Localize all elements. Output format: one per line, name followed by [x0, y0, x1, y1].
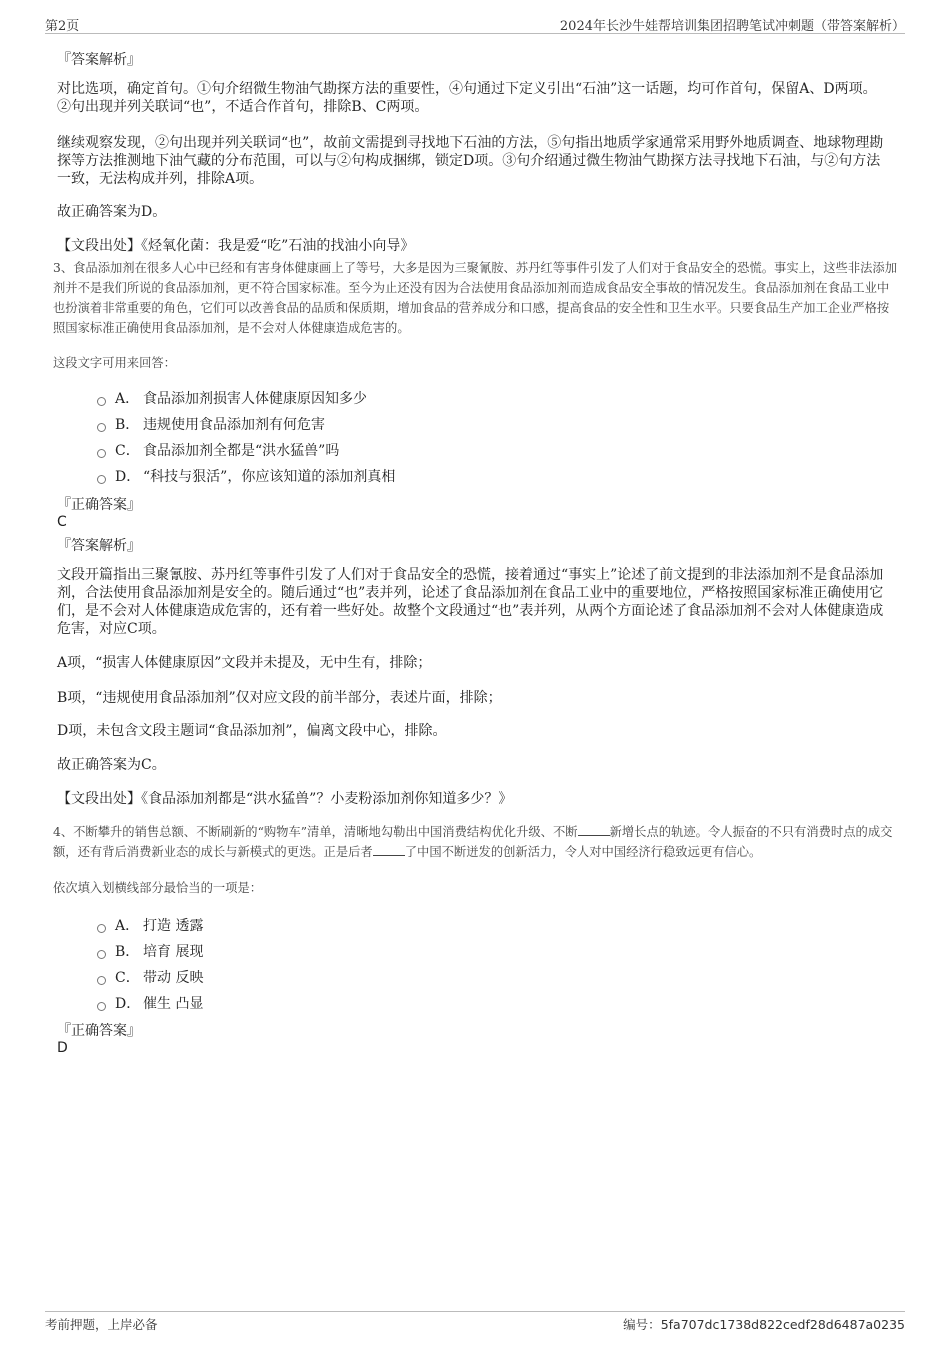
option-text: 食品添加剂全都是“洪水猛兽”吗 — [143, 443, 340, 459]
q3-option-c[interactable] — [97, 440, 339, 458]
q3-prompt: 这段文字可用来回答： — [53, 356, 176, 370]
q4-prompt: 依次填入划横线部分最恰当的一项是： — [53, 881, 263, 895]
q3-source: 【文段出处】《食品添加剂都是“洪水猛兽”？小麦粉添加剂你知道多少？》 — [57, 791, 513, 807]
option-text: “科技与狠活”，你应该知道的添加剂真相 — [143, 469, 396, 485]
document-title: 2024年长沙牛娃帮培训集团招聘笔试冲刺题（带答案解析） — [559, 19, 905, 34]
q3-conclusion: 故正确答案为C。 — [57, 757, 166, 773]
q4-stem-part2: 新增长点的轨迹。令人振奋的不只有消费时点的成交额，还有背后消费新业态的成长与新模式的更迭。正是后者 — [53, 825, 893, 859]
option-letter: B． — [115, 944, 140, 960]
option-text: 催生 凸显 — [143, 996, 204, 1012]
option-letter: D． — [115, 469, 141, 485]
q2-analysis-label: 『答案解析』 — [57, 52, 141, 68]
page-footer — [45, 1311, 905, 1332]
q3-option-d[interactable] — [97, 466, 395, 484]
radio-icon[interactable] — [97, 950, 106, 959]
q2-analysis-para2: 继续观察发现，②句出现并列关联词“也”，故前文需提到寻找地下石油的方法，⑤句指出地质学家通常采用野外地质调查、地球物理勘探等方法推测地下油气藏的分布范围，可以与②句构成捆绑，锁定D项。③句介绍通过微生物油气勘探方法寻找地下石油，与②句方法一致，无法构成并列，排除A项。 — [57, 135, 884, 187]
q4-answer-label: 『正确答案』 — [57, 1023, 141, 1039]
option-letter: A． — [115, 918, 140, 934]
option-text: 食品添加剂损害人体健康原因知多少 — [143, 391, 367, 407]
page-header — [45, 13, 905, 34]
q4-option-b[interactable] — [97, 941, 203, 959]
q4-option-a[interactable] — [97, 915, 203, 933]
option-letter: C． — [115, 443, 140, 459]
radio-icon[interactable] — [97, 1002, 106, 1011]
radio-icon[interactable] — [97, 449, 106, 458]
q4-option-c[interactable] — [97, 967, 203, 985]
document-code — [623, 1315, 905, 1333]
fill-blank-1 — [578, 823, 610, 836]
q4-stem-part1: 4、不断攀升的销售总额、不断刷新的“购物车”清单，清晰地勾勒出中国消费结构优化升级、不断 — [53, 825, 578, 839]
fill-blank-2 — [373, 843, 405, 856]
option-letter: B． — [115, 417, 140, 433]
q3-analysis-para1: 文段开篇指出三聚氰胺、苏丹红等事件引发了人们对于食品安全的恐慌，接着通过“事实上”论述了前文提到的非法添加剂不是食品添加剂，合法使用食品添加剂是安全的。随后通过“也”表并列，论述了食品添加剂在食品工业中的重要地位，严格按照国家标准正确使用它们，是不会对人体健康造成危害的，还有着一些好处。故整个文段通过“也”表并列，从两个方面论述了食品添加剂不会对人体健康造成危害，对应C项。 — [57, 567, 884, 637]
q4-stem — [53, 822, 898, 862]
q4-answer: D — [57, 1040, 68, 1056]
q2-conclusion: 故正确答案为D。 — [57, 204, 167, 220]
option-letter: C． — [115, 970, 140, 986]
q3-stem: 3、食品添加剂在很多人心中已经和有害身体健康画上了等号，大多是因为三聚氰胺、苏丹红等事件引发了人们对于食品安全的恐慌。事实上，这些非法添加剂并不是我们所说的食品添加剂，更不符合国家标准。至今为止还没有因为合法使用食品添加剂而造成食品安全事故的情况发生。食品添加剂在食品工业中也扮演着非常重要的角色，它们可以改善食品的品质和保质期，增加食品的营养成分和口感，提高食品的安全性和卫生水平。只要食品生产加工企业严格按照国家标准正确使用食品添加剂，是不会对人体健康造成危害的。 — [53, 261, 898, 335]
q3-answer-label: 『正确答案』 — [57, 497, 141, 513]
q3-analysis-b: B项，“违规使用食品添加剂”仅对应文段的前半部分，表述片面，排除； — [57, 690, 502, 706]
q2-source: 【文段出处】《烃氧化菌：我是爱“吃”石油的找油小向导》 — [57, 238, 415, 254]
q3-option-b[interactable] — [97, 414, 325, 432]
radio-icon[interactable] — [97, 397, 106, 406]
option-text: 带动 反映 — [143, 970, 204, 986]
option-text: 培育 展现 — [143, 944, 204, 960]
q2-analysis-para1: 对比选项，确定首句。①句介绍微生物油气勘探方法的重要性，④句通过下定义引出“石油”这一话题，均可作首句，保留A、D两项。②句出现并列关联词“也”，不适合作首句，排除B、C两项。 — [57, 81, 877, 115]
option-letter: D． — [115, 996, 141, 1012]
footer-slogan: 考前押题，上岸必备 — [45, 1317, 158, 1332]
option-text: 打造 透露 — [143, 918, 204, 934]
q3-analysis-d: D项，未包含文段主题词“食品添加剂”，偏离文段中心，排除。 — [57, 723, 447, 739]
option-letter: A． — [115, 391, 140, 407]
option-text: 违规使用食品添加剂有何危害 — [143, 417, 325, 433]
code-value: 5fa707dc1738d822cedf28d6487a0235 — [660, 1317, 905, 1332]
radio-icon[interactable] — [97, 475, 106, 484]
page-number: 第2页 — [45, 19, 80, 34]
code-label: 编号： — [623, 1317, 661, 1332]
q3-analysis-label: 『答案解析』 — [57, 538, 141, 554]
radio-icon[interactable] — [97, 976, 106, 985]
q3-answer: C — [57, 514, 67, 530]
q3-option-a[interactable] — [97, 388, 367, 406]
q4-stem-part3: 了中国不断迸发的创新活力，令人对中国经济行稳致远更有信心。 — [404, 845, 762, 859]
q3-analysis-a: A项，“损害人体健康原因”文段并未提及，无中生有，排除； — [57, 655, 432, 671]
radio-icon[interactable] — [97, 924, 106, 933]
radio-icon[interactable] — [97, 423, 106, 432]
q4-option-d[interactable] — [97, 993, 203, 1011]
